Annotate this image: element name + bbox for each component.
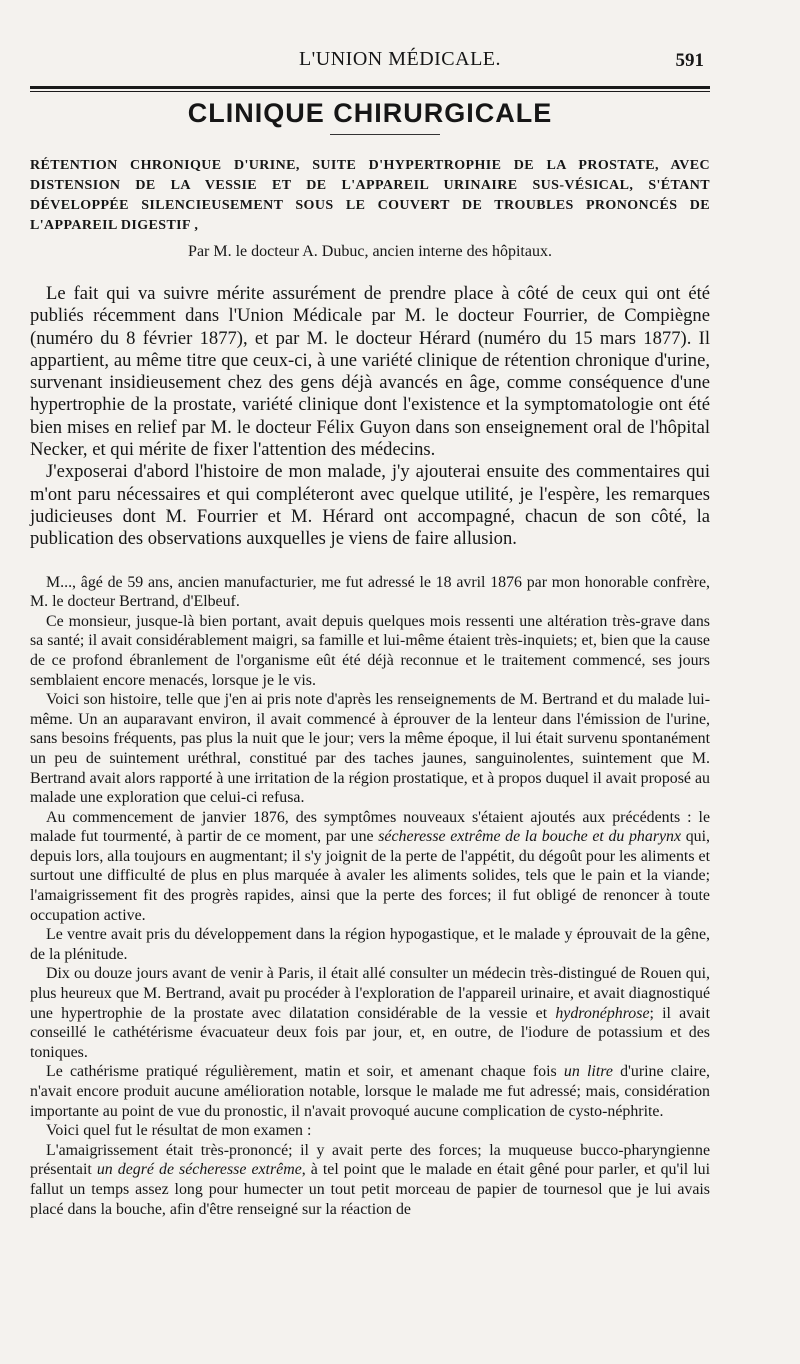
italic-phrase: hydronéphrose <box>555 1004 650 1022</box>
observation-paragraph <box>30 964 710 1062</box>
observation-paragraph <box>30 1062 710 1121</box>
section-title: CLINIQUE CHIRURGICALE <box>187 98 553 128</box>
text-run: , à tel point que le malade en était gêné pour parler, et qu'il lui fallut un temps assez long pour humecter un tout petit morceau de papier de tournesol que je lui avais placé dans la bouche, afin d'être renseigné sur la réaction de <box>30 1161 711 1218</box>
section-title-rule <box>330 134 440 135</box>
observation-paragraph: M..., âgé de 59 ans, ancien manufacturier, me fut adressé le 18 avril 1876 par mon honorable confrère, M. le docteur Bertrand, d'Elbeuf. <box>30 573 710 611</box>
article-body <box>30 283 710 1219</box>
running-head <box>0 48 800 74</box>
italic-phrase: un degré de sécheresse extrême <box>96 1161 302 1179</box>
byline: Par M. le docteur A. Dubuc, ancien interne des hôpitaux. <box>188 243 552 260</box>
text-run: d'urine claire, n'avait encore produit aucune amélioration notable, lorsque le malade me fut adressé; mais, considération importante au point de vue du pronostic, il n'avait provoqué aucune complication de cysto-néphrite. <box>30 1063 710 1120</box>
journal-title: L'UNION MÉDICALE. <box>298 48 502 70</box>
observation-paragraph: Voici quel fut le résultat de mon examen : <box>46 1122 312 1140</box>
text-run: qui, depuis lors, alla toujours en augmentant; il s'y joignit de la perte de l'appétit, du dégoût pour les aliments et surtout une difficulté de plus en plus marquée à avaler les aliments solides, tels que le pain et la viande; l'amaigrissement fit des progrès rapides, ainsi que la perte des forces; il fut obligé de renoncer à toute occupation active. <box>30 828 710 924</box>
header-rule-thin <box>30 91 710 92</box>
introduction <box>30 283 710 551</box>
observation-paragraph: Ce monsieur, jusque-là bien portant, avait depuis quelques mois ressenti une altération très-grave dans sa santé; il avait considérablement maigri, sa famille et lui-même étaient très-inquiets; et, bien que la cause de ce profond ébranlement de l'organisme eût été déjà reconnue et le traitement commencé, ses jours semblaient encore menacés, lorsque je le vis. <box>30 612 710 689</box>
observation-paragraph: Le ventre avait pris du développement dans la région hypogastique, et le malade y éprouvait de la gêne, de la plénitude. <box>30 926 710 963</box>
text-run: Au commencement de janvier 1876, des symptômes nouveaux s'étaient ajoutés aux précédents : le malade fut tourmenté, à partir de ce moment, par une <box>30 808 710 846</box>
article-heading: RÉTENTION CHRONIQUE D'URINE, SUITE D'HYPERTROPHIE DE LA PROSTATE, AVEC DISTENSION DE LA VESSIE ET DE L'APPAREIL URINAIRE SUS-VÉSICAL, S'ÉTANT DÉVELOPPÉE SILENCIEUSEMENT SOUS LE COUVERT DE TROUBLES PRONONCÉS DE L'APPAREIL DIGESTIF , <box>30 158 710 233</box>
text-run: L'amaigrissement était très-prononcé; il y avait perte des forces; la muqueuse bucco-pharyngienne présentait <box>30 1141 710 1179</box>
intro-paragraph: Le fait qui va suivre mérite assurément de prendre place à côté de ceux qui ont été publiés récemment dans l'Union Médicale par M. le docteur Fourrier, de Compiègne (numéro du 8 février 1877), et par M. le docteur Hérard (numéro du 15 mars 1877). Il appartient, au même titre que ceux-ci, à une variété clinique de rétention chronique d'urine, survenant insidieusement chez des gens déjà avancés en âge, comme conséquence d'une hypertrophie de la prostate, variété clinique dont l'existence et la symptomatologie ont été bien mises en relief par M. le docteur Félix Guyon dans son enseignement oral de l'hôpital Necker, et qui mérite de fixer l'attention des médecins. <box>30 283 710 461</box>
intro-paragraph: J'exposerai d'abord l'histoire de mon malade, j'y ajouterai ensuite des commentaires qui m'ont paru nécessaires et qui compléteront avec quelque utilité, je l'espère, les remarques judicieuses dont M. Fourrier et M. Hérard ont accompagné, chacun de son côté, la publication des observations auxquelles je viens de faire allusion. <box>30 461 710 550</box>
text-run: Le cathérisme pratiqué régulièrement, matin et soir, et amenant chaque fois <box>46 1063 564 1081</box>
observation-paragraph <box>30 808 710 926</box>
header-rule-thick <box>30 86 710 89</box>
text-run: Dix ou douze jours avant de venir à Paris, il était allé consulter un médecin très-distingué de Rouen qui, plus heureux que M. Bertrand, avait pu procéder à l'exploration de l'appareil urinaire, et avait diagnostiqué une hypertrophie de la prostate avec dilatation considérable de la vessie et <box>30 965 710 1022</box>
page-number: 591 <box>675 50 704 71</box>
observation <box>30 573 710 1220</box>
italic-phrase: sécheresse extrême de la bouche et du pharynx <box>378 828 682 846</box>
observation-paragraph: Voici son histoire, telle que j'en ai pris note d'après les renseignements de M. Bertrand et du malade lui-même. Un an auparavant environ, il avait commencé à éprouver de la lenteur dans l'émission de l'urine, sans besoins fréquents, pas plus la nuit que le jour; vers la même époque, il lui était survenu spontanément un peu de suintement uréthral, constitué par des taches jaunes, sanguinolentes, suintement que M. Bertrand avait alors rapporté à une irritation de la région prostatique, et à propos duquel il avait proposé au malade une exploration que celui-ci refusa. <box>30 691 710 807</box>
text-run: ; il avait conseillé le cathétérisme évacuateur deux fois par jour, et, en outre, de l'iodure de potassium et des toniques. <box>30 1004 710 1061</box>
observation-paragraph <box>30 1141 710 1219</box>
italic-phrase: un litre <box>563 1063 613 1081</box>
